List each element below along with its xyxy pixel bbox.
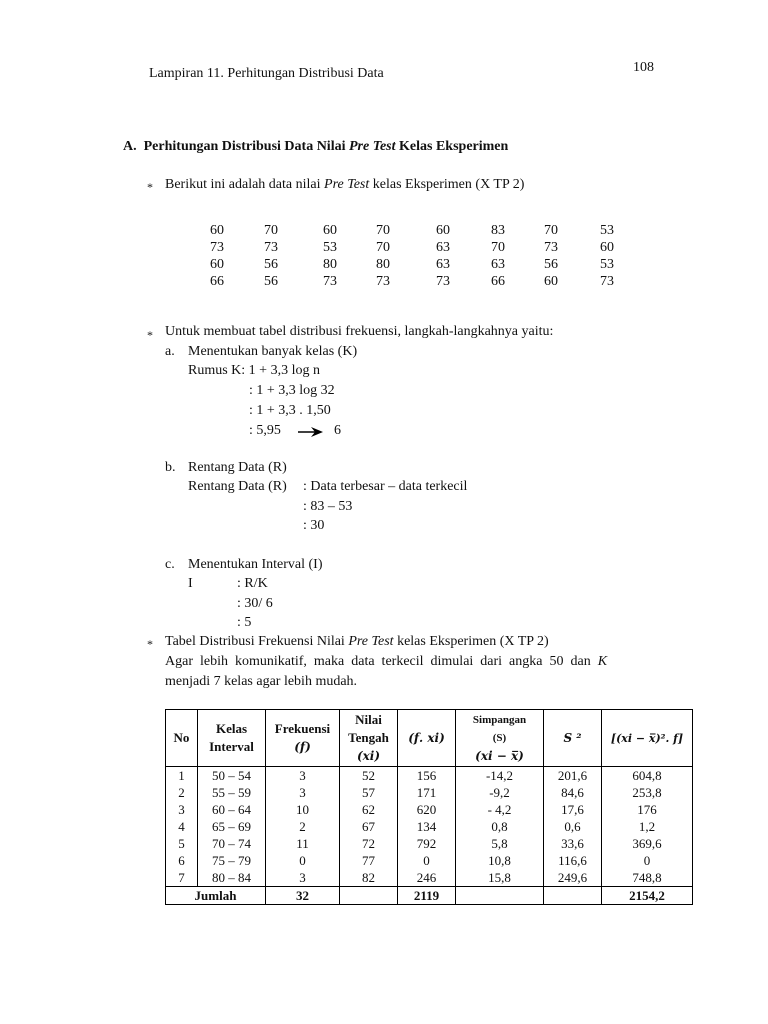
bullet-icon: *: [147, 328, 153, 342]
deviation: 10,8: [456, 852, 544, 869]
data-value: 63: [436, 257, 450, 272]
formula-line: Rumus K: 1 + 3,3 log n: [188, 363, 320, 378]
frequency-distribution-table: [165, 709, 693, 905]
formula-line: : 1 + 3,3 . 1,50: [249, 403, 331, 418]
frequency: 3: [266, 869, 340, 887]
caption-note: [165, 654, 607, 670]
midpoint: 62: [340, 801, 398, 818]
total-row: [166, 887, 693, 905]
weighted-squared-deviation: 253,8: [602, 784, 693, 801]
class-interval: 60 – 64: [198, 801, 266, 818]
deviation-squared: 0,6: [544, 818, 602, 835]
table-row: [166, 801, 693, 818]
total-empty: [456, 887, 544, 905]
frequency: 0: [266, 852, 340, 869]
data-value: 73: [264, 240, 278, 255]
frequency: 10: [266, 801, 340, 818]
deviation: - 4,2: [456, 801, 544, 818]
row-no: 1: [166, 767, 198, 785]
intro-end: kelas Eksperimen (X TP 2): [369, 177, 525, 192]
deviation-squared: 249,6: [544, 869, 602, 887]
data-value: 60: [436, 223, 450, 238]
data-value: 66: [210, 274, 224, 289]
frequency: 3: [266, 767, 340, 785]
row-no: 7: [166, 869, 198, 887]
note-text: Agar lebih komunikatif, maka data terkecil dimulai dari angka 50 dan: [165, 654, 598, 669]
range-lead: Rentang Data (R): [188, 479, 287, 494]
total-frekuensi: 32: [266, 887, 340, 905]
table-row: [166, 818, 693, 835]
deviation: -14,2: [456, 767, 544, 785]
data-value: 60: [544, 274, 558, 289]
f-times-x: 620: [398, 801, 456, 818]
data-value: 60: [210, 223, 224, 238]
data-value: 60: [210, 257, 224, 272]
frequency: 11: [266, 835, 340, 852]
raw-data-table: [210, 222, 630, 290]
data-value: 73: [210, 240, 224, 255]
deviation-squared: 116,6: [544, 852, 602, 869]
header-nilai-tengah: Nilai Tengah (𝒙𝒊): [340, 710, 398, 767]
deviation: 15,8: [456, 869, 544, 887]
header-frekuensi: Frekuensi (𝒇): [266, 710, 340, 767]
data-value: 70: [376, 223, 390, 238]
data-value: 63: [491, 257, 505, 272]
total-fx: 2119: [398, 887, 456, 905]
total-label: Jumlah: [166, 887, 266, 905]
total-empty: [544, 887, 602, 905]
section-label: A.: [123, 139, 137, 154]
table-caption: [165, 634, 549, 650]
midpoint: 57: [340, 784, 398, 801]
table-row: [166, 784, 693, 801]
f-times-x: 134: [398, 818, 456, 835]
interval-line: : 30/ 6: [237, 596, 273, 611]
page-number: 108: [633, 60, 654, 75]
table-row: [166, 852, 693, 869]
row-no: 6: [166, 852, 198, 869]
range-line: : 83 – 53: [303, 499, 353, 514]
section-title-text: Perhitungan Distribusi Data Nilai: [143, 139, 349, 154]
f-times-x: 171: [398, 784, 456, 801]
class-interval: 80 – 84: [198, 869, 266, 887]
midpoint: 52: [340, 767, 398, 785]
step-b-label: b.: [165, 460, 176, 475]
total-empty: [340, 887, 398, 905]
header-simpangan: Simpangan (S) (𝒙𝒊 − 𝒙̅): [456, 710, 544, 767]
f-times-x: 0: [398, 852, 456, 869]
arrow-right-icon: [297, 425, 325, 439]
data-row: [210, 273, 630, 290]
step-b-title: Rentang Data (R): [188, 460, 287, 475]
intro-italic: Pre Test: [324, 177, 370, 192]
table-row: [166, 835, 693, 852]
caption-text: Tabel Distribusi Frekuensi Nilai: [165, 634, 349, 649]
data-value: 73: [544, 240, 558, 255]
deviation: 0,8: [456, 818, 544, 835]
midpoint: 67: [340, 818, 398, 835]
deviation-squared: 33,6: [544, 835, 602, 852]
total-squared-deviation: 2154,2: [602, 887, 693, 905]
range-line: : Data terbesar – data terkecil: [303, 479, 468, 494]
range-line: : 30: [303, 518, 325, 533]
data-value: 53: [323, 240, 337, 255]
deviation-squared: 17,6: [544, 801, 602, 818]
weighted-squared-deviation: 176: [602, 801, 693, 818]
midpoint: 82: [340, 869, 398, 887]
formula-line: : 1 + 3,3 log 32: [249, 383, 335, 398]
interval-line: : 5: [237, 615, 252, 630]
weighted-squared-deviation: 369,6: [602, 835, 693, 852]
bullet-icon: *: [147, 180, 153, 194]
class-interval: 70 – 74: [198, 835, 266, 852]
note-italic: K: [597, 654, 608, 669]
header-f-x: (𝒇. 𝒙𝒊): [398, 710, 456, 767]
frequency: 3: [266, 784, 340, 801]
caption-italic: Pre Test: [348, 634, 394, 649]
data-value: 70: [264, 223, 278, 238]
weighted-squared-deviation: 0: [602, 852, 693, 869]
data-row: [210, 239, 630, 256]
data-value: 56: [264, 257, 278, 272]
table-row: [166, 869, 693, 887]
data-value: 63: [436, 240, 450, 255]
class-interval: 50 – 54: [198, 767, 266, 785]
data-value: 70: [376, 240, 390, 255]
f-times-x: 792: [398, 835, 456, 852]
table-header-row: [166, 710, 693, 767]
row-no: 2: [166, 784, 198, 801]
section-title-end: Kelas Eksperimen: [395, 139, 509, 154]
data-row: [210, 256, 630, 273]
row-no: 3: [166, 801, 198, 818]
table-row: [166, 767, 693, 785]
data-value: 70: [544, 223, 558, 238]
data-value: 73: [436, 274, 450, 289]
step-c-label: c.: [165, 557, 175, 572]
data-row: [210, 222, 630, 239]
data-value: 53: [600, 257, 614, 272]
deviation: 5,8: [456, 835, 544, 852]
data-value: 73: [323, 274, 337, 289]
step-c-title: Menentukan Interval (I): [188, 557, 323, 572]
interval-lead: I: [188, 576, 193, 591]
header-no: No: [166, 710, 198, 767]
deviation-squared: 201,6: [544, 767, 602, 785]
weighted-squared-deviation: 1,2: [602, 818, 693, 835]
class-interval: 75 – 79: [198, 852, 266, 869]
deviation-squared: 84,6: [544, 784, 602, 801]
class-interval: 55 – 59: [198, 784, 266, 801]
steps-intro: Untuk membuat tabel distribusi frekuensi, langkah-langkahnya yaitu:: [165, 324, 554, 339]
f-times-x: 246: [398, 869, 456, 887]
intro-data-text: [165, 177, 524, 193]
header-s-squared: 𝑺 ²: [544, 710, 602, 767]
section-title: [123, 139, 508, 155]
midpoint: 77: [340, 852, 398, 869]
data-value: 73: [376, 274, 390, 289]
data-value: 70: [491, 240, 505, 255]
row-no: 4: [166, 818, 198, 835]
data-value: 60: [600, 240, 614, 255]
bullet-icon: *: [147, 637, 153, 651]
page-header-title: Lampiran 11. Perhitungan Distribusi Data: [149, 66, 384, 81]
formula-line: : 5,95: [249, 423, 281, 438]
data-value: 60: [323, 223, 337, 238]
data-value: 53: [600, 223, 614, 238]
class-interval: 65 – 69: [198, 818, 266, 835]
step-a-label: a.: [165, 344, 175, 359]
weighted-squared-deviation: 748,8: [602, 869, 693, 887]
data-value: 66: [491, 274, 505, 289]
row-no: 5: [166, 835, 198, 852]
data-value: 56: [264, 274, 278, 289]
caption-end: kelas Eksperimen (X TP 2): [393, 634, 549, 649]
caption-note-end: menjadi 7 kelas agar lebih mudah.: [165, 674, 358, 689]
data-value: 80: [376, 257, 390, 272]
weighted-squared-deviation: 604,8: [602, 767, 693, 785]
deviation: -9,2: [456, 784, 544, 801]
step-a-title: Menentukan banyak kelas (K): [188, 344, 358, 359]
f-times-x: 156: [398, 767, 456, 785]
header-squared-deviation-f: [(𝒙𝒊 − 𝒙̅)². 𝒇]: [602, 710, 693, 767]
intro-text: Berikut ini adalah data nilai: [165, 177, 325, 192]
data-value: 80: [323, 257, 337, 272]
data-value: 56: [544, 257, 558, 272]
frequency: 2: [266, 818, 340, 835]
formula-result: 6: [334, 423, 341, 438]
data-value: 83: [491, 223, 505, 238]
header-kelas-interval: Kelas Interval: [198, 710, 266, 767]
data-value: 73: [600, 274, 614, 289]
interval-line: : R/K: [237, 576, 268, 591]
section-title-italic: Pre Test: [348, 139, 396, 154]
midpoint: 72: [340, 835, 398, 852]
